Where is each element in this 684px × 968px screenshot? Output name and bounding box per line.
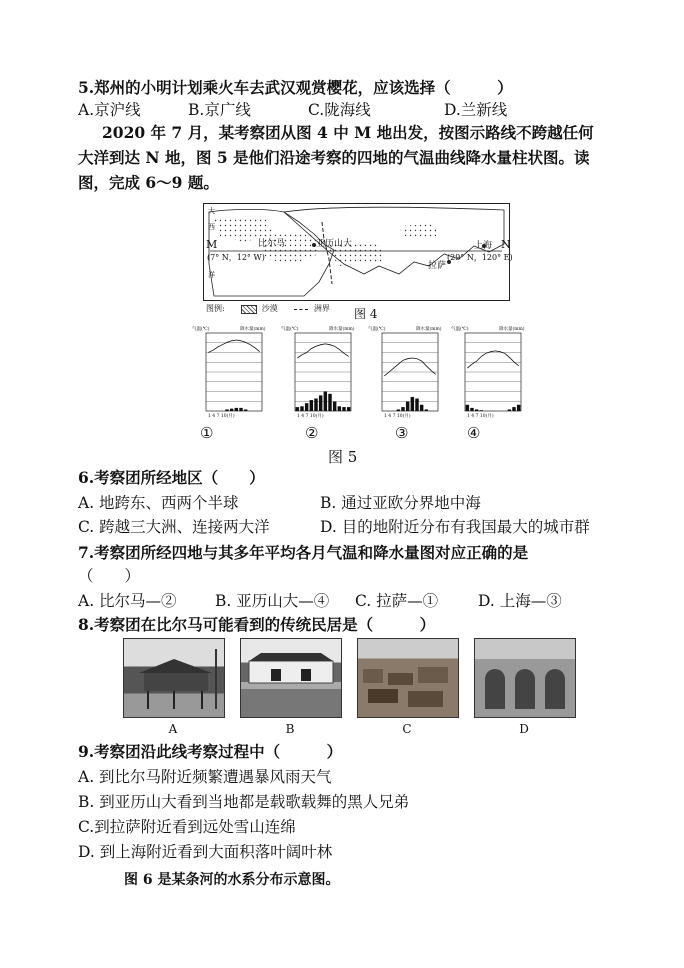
legend-desert: 沙漠 <box>261 304 278 313</box>
precip-bar <box>230 409 233 411</box>
climate-chart-svg <box>368 325 452 420</box>
photo-d-drawing <box>475 639 575 717</box>
figure-6-intro: 图 6 是某条河的水系分布示意图。 <box>124 872 340 888</box>
axis-left-label: 气温(℃) <box>368 327 386 332</box>
q9-option-d: D. 到上海附近看到大面积落叶阔叶林 <box>78 843 333 861</box>
photo-a-drawing <box>124 639 224 717</box>
q6-option-a: A. 地跨东、西两个半球 <box>78 494 239 512</box>
climate-chart-1 <box>192 325 276 420</box>
label-n-coord: (29° N，120° E) <box>447 253 513 262</box>
q9-option-b: B. 到亚历山大看到当地都是载歌载舞的黑人兄弟 <box>78 793 410 811</box>
precip-bar <box>244 409 247 411</box>
q5-option-b: B.京广线 <box>188 101 251 119</box>
precip-bar <box>411 397 414 411</box>
precip-bar <box>296 407 299 411</box>
precip-bar <box>397 409 400 411</box>
temperature-curve <box>384 358 435 376</box>
precip-bar <box>328 394 331 411</box>
photo-label-b: B <box>285 722 295 736</box>
chart-number-2: ② <box>305 424 319 442</box>
q5-option-a: A.京沪线 <box>78 101 141 119</box>
precip-bar <box>310 400 313 411</box>
x-tick-labels: 1 4 7 10(月) <box>208 414 235 419</box>
x-tick-labels: 1 4 7 10(月) <box>467 414 494 419</box>
q5-option-d: D.兰新线 <box>444 101 508 119</box>
precip-bar <box>314 399 317 411</box>
q9-option-a: A. 到比尔马附近频繁遭遇暴风雨天气 <box>78 768 332 786</box>
q7-option-a: A. 比尔马—② <box>78 592 177 610</box>
q6-stem: 6.考察团所经地区（ ） <box>78 468 265 487</box>
photo-c-mud-houses <box>357 638 459 718</box>
q6-option-c: C. 跨越三大洲、连接两大洋 <box>78 518 270 536</box>
precip-bar <box>319 395 322 411</box>
axis-right-label: 降水量(mm) <box>416 327 442 332</box>
q7-paren: （ ） <box>78 567 141 585</box>
axis-left-label: 气温(℃) <box>281 327 299 332</box>
precip-bar <box>235 408 238 411</box>
precip-bar <box>342 407 345 411</box>
precip-bar <box>300 406 303 411</box>
q5-stem: 5.郑州的小明计划乘火车去武汉观赏樱花，应该选择（ ） <box>78 78 513 97</box>
precip-bar <box>333 402 336 411</box>
q7-option-b: B. 亚历山大—④ <box>215 592 330 610</box>
precip-bar <box>406 402 409 411</box>
axis-right-label: 降水量(mm) <box>240 327 266 332</box>
precip-bar <box>480 410 483 411</box>
x-tick-labels: 1 4 7 10(月) <box>297 414 324 419</box>
figure-5-caption: 图 5 <box>328 448 358 466</box>
label-alexandria: 亚历山大 <box>316 239 353 249</box>
q6-option-b: B. 通过亚欧分界地中海 <box>320 494 481 512</box>
axis-right-label: 降水量(mm) <box>499 327 525 332</box>
photo-b-drawing <box>241 639 341 717</box>
precip-bar <box>239 408 242 411</box>
precip-bar <box>420 405 423 411</box>
precip-bar <box>508 409 511 411</box>
precip-bar <box>470 408 473 411</box>
chart-number-3: ③ <box>395 424 409 442</box>
q8-stem: 8.考察团在比尔马可能看到的传统民居是（ ） <box>78 615 436 634</box>
precip-bar <box>415 399 418 411</box>
photo-a-stilt-house <box>123 638 225 718</box>
precip-bar <box>324 392 327 412</box>
q7-option-c: C. 拉萨—① <box>355 592 439 610</box>
intro-paragraph: 2020 年 7 月，某考察团从图 4 中 M 地出发，按图示路线不跨越任何大洋到达 N 地，图 5 是他们沿途考察的四地的气温曲线降水量柱状图。读图，完成 6～9 题。 <box>78 123 594 192</box>
photo-label-a: A <box>168 722 178 736</box>
precip-bar <box>338 406 341 411</box>
precip-bar <box>466 405 469 411</box>
label-m: M <box>206 238 218 251</box>
temperature-curve <box>467 351 518 368</box>
photo-label-d: D <box>519 722 529 736</box>
chart-number-4: ④ <box>467 424 481 442</box>
precip-bar <box>401 407 404 411</box>
border-line-icon <box>294 309 308 310</box>
legend-border: 洲界 <box>313 304 330 313</box>
q9-option-c: C.到拉萨附近看到远处雪山连绵 <box>78 818 296 836</box>
climate-chart-svg <box>451 325 535 420</box>
temperature-curve <box>208 340 259 353</box>
label-bolma: 比尔马 <box>258 239 286 249</box>
precip-bar <box>225 409 228 411</box>
label-lhasa: 拉萨 <box>428 261 447 271</box>
precip-bar <box>517 405 520 411</box>
q7-option-d: D. 上海—③ <box>478 592 562 610</box>
climate-chart-3 <box>368 325 452 420</box>
map-legend <box>206 303 330 314</box>
axis-left-label: 气温(℃) <box>451 327 469 332</box>
precip-bar <box>347 407 350 411</box>
label-da: 大 <box>208 207 215 215</box>
q6-option-d: D. 目的地附近分布有我国最大的城市群 <box>320 518 590 536</box>
climate-chart-4 <box>451 325 535 420</box>
axis-right-label: 降水量(mm) <box>329 327 355 332</box>
chart-number-1: ① <box>200 424 214 442</box>
precip-bar <box>512 407 515 411</box>
climate-chart-2 <box>281 325 365 420</box>
q9-stem: 9.考察团沿此线考察过程中（ ） <box>78 742 343 761</box>
photo-b-courtyard-house <box>240 638 342 718</box>
precip-bar <box>425 409 428 411</box>
photo-d-cave-dwelling <box>474 638 576 718</box>
photo-c-drawing <box>358 639 458 717</box>
temperature-curve <box>297 344 348 358</box>
axis-left-label: 气温(℃) <box>192 327 210 332</box>
q5-option-c: C.陇海线 <box>308 101 371 119</box>
x-tick-labels: 1 4 7 10(月) <box>384 414 411 419</box>
label-n: N <box>501 238 511 251</box>
label-xi: 西 <box>208 223 215 231</box>
precip-bar <box>305 403 308 411</box>
figure-4-caption: 图 4 <box>354 307 378 321</box>
q7-stem: 7.考察团所经四地与其多年平均各月气温和降水量图对应正确的是 <box>78 543 529 562</box>
desert-swatch-icon <box>241 305 257 314</box>
label-yang: 洋 <box>208 271 215 279</box>
photo-label-c: C <box>402 722 412 736</box>
label-shanghai: 上海 <box>474 241 493 251</box>
climate-chart-svg <box>281 325 365 420</box>
legend-label: 图例: <box>206 304 225 313</box>
label-m-coord: (7° N，12° W) <box>207 253 265 262</box>
climate-chart-svg <box>192 325 276 420</box>
figure-4-map <box>203 203 513 301</box>
precip-bar <box>475 409 478 411</box>
